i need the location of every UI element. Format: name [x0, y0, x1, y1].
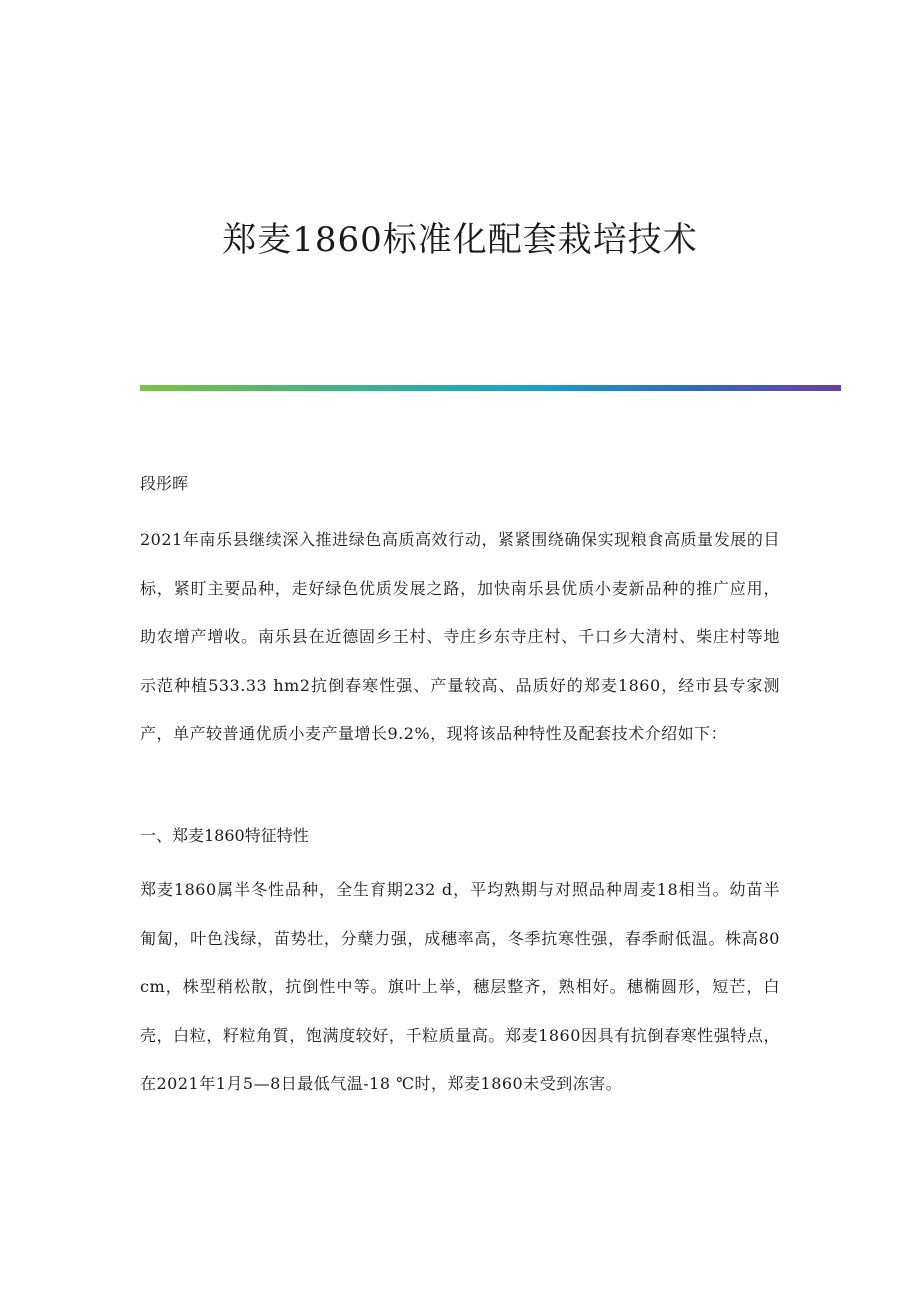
title-divider: [140, 385, 841, 391]
document-title: 郑麦1860标准化配套栽培技术: [222, 220, 698, 260]
intro-paragraph: 2021年南乐县继续深入推进绿色高质高效行动，紧紧围绕确保实现粮食高质量发展的目标，紧盯主要品种，走好绿色优质发展之路，加快南乐县优质小麦新品种的推广应用，助农增产增收。南乐县在近德固乡王村、寺庄乡东寺庄村、千口乡大清村、柴庄村等地示范种植533.33 hm2抗倒春寒性强、产量较高、品质好的郑麦1860，经市县专家测产，单产较普通优质小麦产量增长9.2%，现将该品种特性及配套技术介绍如下：: [140, 530, 780, 743]
section-heading: 一、郑麦1860特征特性: [140, 826, 309, 845]
characteristics-paragraph: 郑麦1860属半冬性品种，全生育期232 d，平均熟期与对照品种周麦18相当。幼苗半匍匐，叶色浅绿，苗势壮，分蘖力强，成穗率高，冬季抗寒性强，春季耐低温。株高80 cm，株型稍松散，抗倒性中等。旗叶上举，穗层整齐，熟相好。穗椭圆形，短芒，白壳，白粒，籽粒角質，饱满度较好，千粒质量高。郑麦1860因具有抗倒春寒性强特点，在2021年1月5—8日最低气温-18 ℃时，郑麦1860未受到冻害。: [140, 880, 780, 1093]
author-name: 段彤晖: [140, 474, 189, 493]
